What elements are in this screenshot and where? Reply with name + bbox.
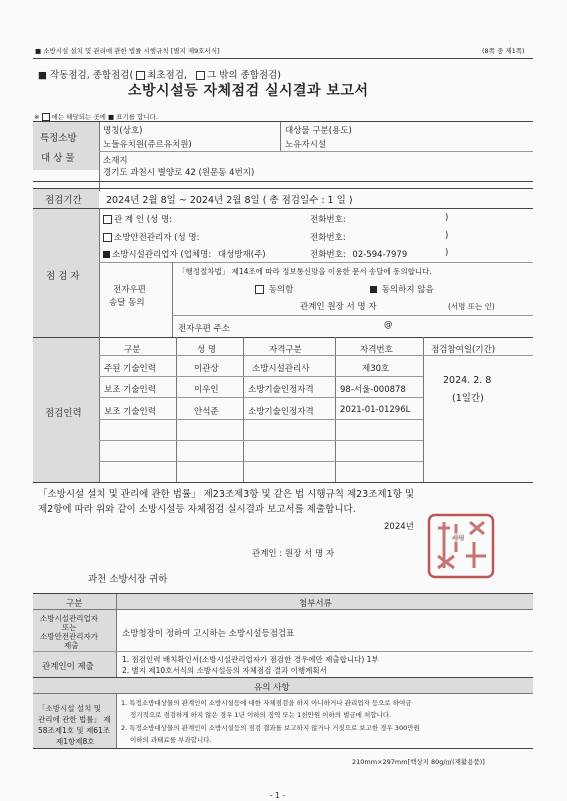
edoc-sign-note: (서명 또는 인) <box>448 302 495 311</box>
attach-col-1: 구분 <box>66 599 83 609</box>
agree-checkbox[interactable] <box>255 285 264 294</box>
notice-left-1: 「소방시설 설치 및 <box>38 704 101 713</box>
seal-caption: 서명 <box>452 534 465 542</box>
email-at: @ <box>384 320 393 330</box>
table-row-qual: 소방기술인정자격 <box>248 385 314 395</box>
owner-checkbox[interactable] <box>103 215 112 224</box>
notice-title: 유의 사항 <box>254 683 290 693</box>
notice-item-1a: 1. 특정소방대상물의 관계인이 소방시설등에 대한 자체점검을 하지 아니하거나 관리업자 등으로 하여금 <box>121 699 412 707</box>
attach-row1-label-4: 제출 <box>64 641 79 650</box>
attach-row1-label-2: 또는 <box>62 623 77 632</box>
law-reference: ■ 소방시설 설치 및 관리에 관한 법률 시행규칙 [별지 제9호서식] <box>35 47 220 55</box>
edoc-label-1: 전자우편 <box>113 285 146 295</box>
personnel-label: 점검인력 <box>45 408 82 419</box>
company-checkbox-checked[interactable] <box>103 251 110 258</box>
edoc-sign-line: 관계인 원장 서 명 자 <box>300 302 377 312</box>
owner-phone-label: 전화번호: <box>310 215 346 225</box>
table-row-qual: 소방기술인정자격 <box>248 407 314 417</box>
manager-checkbox[interactable] <box>103 233 112 242</box>
marking-note: ※ 에는 해당되는 곳에 ■ 표기를 합니다. <box>34 113 158 121</box>
target-label-2: 대 상 물 <box>41 153 75 164</box>
manager-phone-label: 전화번호: <box>310 233 346 243</box>
table-row-name: 안석준 <box>194 407 219 417</box>
use-value: 노유자시설 <box>285 140 327 150</box>
table-row-num: 98-서울-000878 <box>340 385 406 395</box>
notice-item-2a: 2. 특정소방대상물의 관계인이 소방시설등의 점검 결과를 보고하지 않거나 거짓으로 보고한 경우 300만원 <box>121 724 420 732</box>
inspection-type-line: ■ 작동점검, 종합점검( 최초점검, 그 밖의 종합점검) <box>38 70 281 81</box>
table-row-qual: 소방시설관리사 <box>252 364 310 374</box>
notice-left-2: 관리에 관한 법률」 제 <box>38 715 111 724</box>
edoc-notice: 「행정절차법」 제14조에 따라 정보통신망을 이용한 문서 송달에 동의합니다. <box>178 267 432 276</box>
official-seal-icon <box>426 512 498 580</box>
page-number: - 1 - <box>270 791 285 800</box>
address-value: 경기도 과천시 별양로 42 (원문동 4번지) <box>103 168 255 178</box>
attach-col-2: 첨부서류 <box>299 599 332 609</box>
owner-close: ) <box>445 213 449 223</box>
recipient: 과천 소방서장 귀하 <box>88 574 168 585</box>
name-value: 노들유치원(쥬르유치원) <box>103 140 192 150</box>
col-qual: 자격구분 <box>269 345 302 355</box>
company-close: ) <box>445 248 449 258</box>
col-date: 점검참여일(기간) <box>431 345 496 355</box>
table-row-role: 보조 기술인력 <box>104 385 156 395</box>
col-name: 성 명 <box>197 345 217 355</box>
participation-days: (1일간) <box>452 393 484 404</box>
company-phone: 전화번호: 02-594-7979 <box>310 250 408 260</box>
period-label: 점검기간 <box>45 195 82 206</box>
col-role: 구분 <box>124 345 141 355</box>
attach-row2-label: 관계인이 제출 <box>42 662 94 672</box>
period-value: 2024년 2월 8일 ~ 2024년 2월 8일 ( 총 점검일수 : 1 일 ) <box>106 195 353 206</box>
page-info: (8쪽 중 제1쪽) <box>482 47 525 55</box>
document-title: 소방시설등 자체점검 실시결과 보고서 <box>128 83 369 99</box>
col-num: 자격번호 <box>360 345 393 355</box>
edoc-agree: 동의함 <box>255 283 293 295</box>
table-row-role: 보조 기술인력 <box>104 407 156 417</box>
attach-row2-doc-1: 1. 점검인력 배치확인서(소방시설관리업자가 점검한 경우에만 제출합니다) 1부 <box>122 655 379 664</box>
notice-left-4: 제1항제8호 <box>56 737 95 746</box>
use-label: 대상물 구분(용도) <box>285 126 352 136</box>
table-row-name: 이우인 <box>194 385 219 395</box>
attach-row1-label-1: 소방시설관리업자 <box>40 614 98 623</box>
notice-left-3: 58조제1호 및 제61조 <box>38 726 111 735</box>
statement-line-1: 「소방시설 설치 및 관리에 관한 법률」 제23조제3항 및 같은 법 시행규칙 제23조제1항 및 <box>38 489 414 500</box>
name-label: 명칭(상호) <box>103 126 143 136</box>
email-label: 전자우편 주소 <box>178 324 230 334</box>
notice-item-2b: 이하의 과태료를 부과합니다. <box>130 736 212 744</box>
notice-item-1b: 정기적으로 점검하게 하지 않은 경우 1년 이하의 징역 또는 1천만원 이하의 벌금에 처합니다. <box>130 711 392 719</box>
address-label: 소재지 <box>103 156 128 166</box>
other-inspection-checkbox[interactable] <box>196 71 205 80</box>
initial-inspection-checkbox[interactable] <box>136 71 145 80</box>
inspector-row-manager: 소방안전관리자 (성 명: <box>103 231 199 243</box>
manager-close: ) <box>445 231 449 241</box>
disagree-checkbox-checked[interactable] <box>370 286 377 293</box>
table-row-num: 제30호 <box>362 364 390 374</box>
table-row-num: 2021-01-01296L <box>340 405 411 415</box>
attach-row2-doc-2: 2. 별지 제10호서식의 소방시설등의 자체점검 결과 이행계획서 <box>122 666 327 675</box>
edoc-disagree: 동의하지 않음 <box>370 283 434 295</box>
target-label-1: 특정소방 <box>40 133 77 144</box>
attach-row1-doc: 소방청장이 정하여 고시하는 소방시설등점검표 <box>122 629 295 639</box>
statement-year: 2024년 <box>384 522 414 532</box>
statement-signer: 관계인 : 원장 서 명 자 <box>252 549 335 559</box>
edoc-label-2: 송달 동의 <box>109 298 145 308</box>
inspector-label: 점 검 자 <box>46 271 80 282</box>
table-row-role: 주된 기술인력 <box>104 364 156 374</box>
inspector-row-owner: 관 계 인 (성 명: <box>103 213 172 225</box>
participation-date: 2024. 2. 8 <box>443 375 492 386</box>
statement-line-2: 제2항에 따라 위와 같이 소방시설등 자체점검 실시결과 보고서를 제출합니다. <box>38 504 356 515</box>
inspector-row-company: 소방시설관리업자 (업체명: 대성방재(주) <box>103 248 266 260</box>
attach-row1-label-3: 소방안전관리자가 <box>40 632 98 641</box>
table-row-name: 이관상 <box>194 364 219 374</box>
paper-size-note: 210mm×297mm[백상지 80g/㎡(재활용품)] <box>352 758 485 766</box>
